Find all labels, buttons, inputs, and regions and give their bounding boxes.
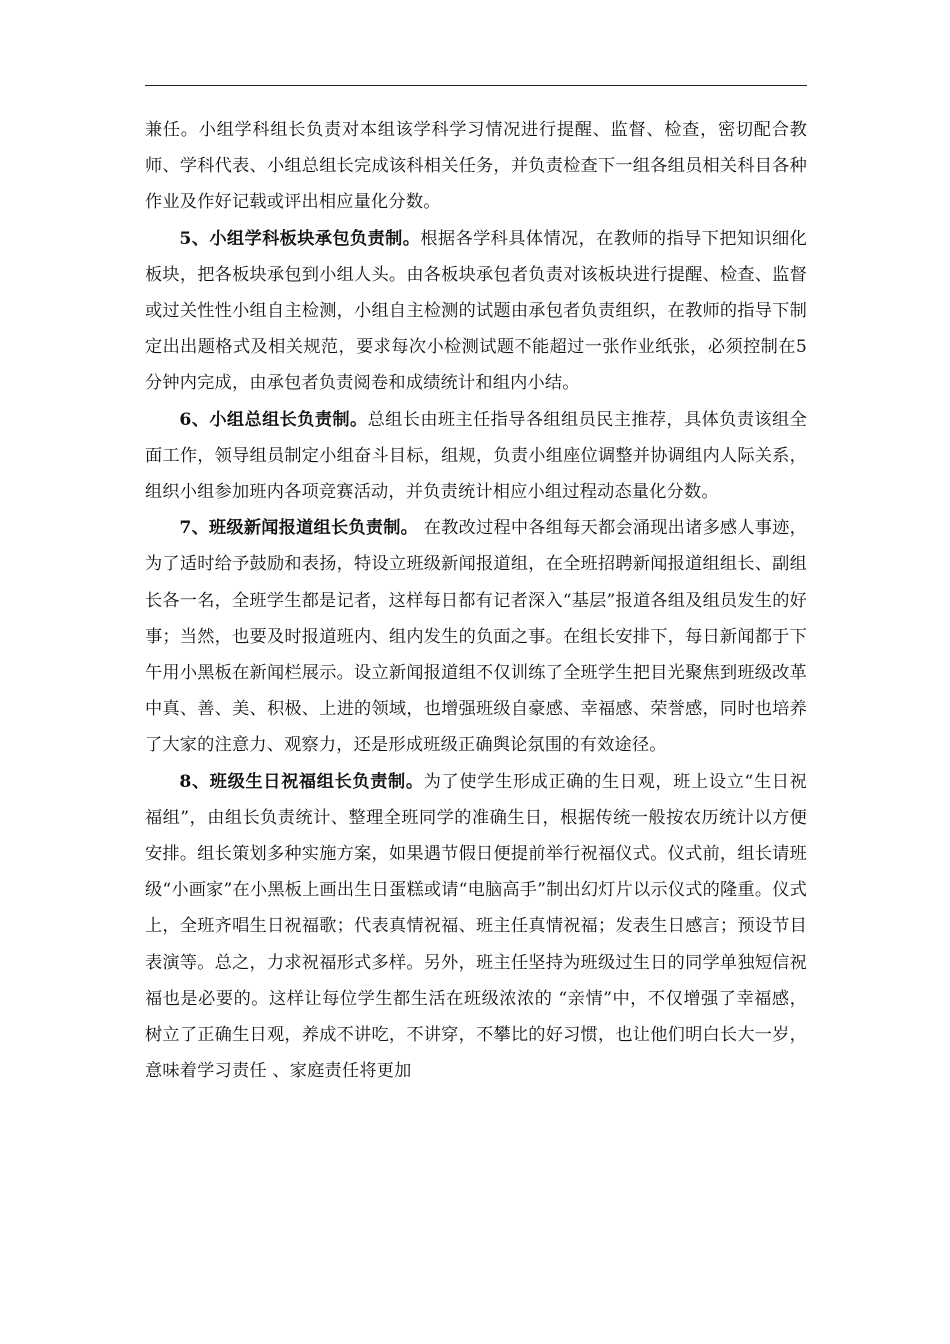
paragraph-heading: 5、小组学科板块承包负责制。 bbox=[179, 228, 421, 249]
paragraph-heading: 8、班级生日祝福组长负责制。 bbox=[179, 771, 424, 792]
paragraph-text: 为了使学生形成正确的生日观，班上设立“生日祝福组”，由组长负责统计、整理全班同学的准确生日，根据传统一般按农历统计以方便安排。组长策划多种实施方案，如果遇节假日便提前举行祝福仪式。仪式前，组长请班级“小画家”在小黑板上画出生日蛋糕或请“电脑高手”制出幻灯片以示仪式的隆重。仪式上，全班齐唱生日祝福歌；代表真情祝福、班主任真情祝福；发表生日感言；预设节目表演等。总之，力求祝福形式多样。另外，班主任坚持为班级过生日的同学单独短信祝福也是必要的。这样让每位学生都生活在班级浓浓的 “亲情”中，不仅增强了幸福感，树立了正确生日观，养成不讲吃，不讲穿，不攀比的好习惯，也让他们明白长大一岁，意味着学习责任 、家庭责任将更加 bbox=[145, 771, 807, 1082]
paragraph-continuation bbox=[145, 112, 807, 221]
header-rule bbox=[145, 85, 807, 86]
paragraph-text: 总组长由班主任指导各组组员民主推荐，具体负责该组全面工作，领导组员制定小组奋斗目标，组规，负责小组座位调整并协调组内人际关系，组织小组参加班内各项竞赛活动，并负责统计相应小组过程动态量化分数。 bbox=[145, 409, 807, 503]
paragraph-6 bbox=[145, 402, 807, 511]
paragraph-heading: 7、班级新闻报道组长负责制。 bbox=[179, 518, 419, 539]
paragraph-heading: 6、小组总组长负责制。 bbox=[179, 409, 368, 430]
paragraph-text: 在教改过程中各组每天都会涌现出诸多感人事迹，为了适时给予鼓励和表扬，特设立班级新闻报道组，在全班招聘新闻报道组组长、副组长各一名，全班学生都是记者，这样每日都有记者深入“基层”报道各组及组员发生的好事；当然，也要及时报道班内、组内发生的负面之事。在组长安排下，每日新闻都于下午用小黑板在新闻栏展示。设立新闻报道组不仅训练了全班学生把目光聚焦到班级改革中真、善、美、积极、上进的领域，也增强班级自豪感、幸福感、荣誉感，同时也培养了大家的注意力、观察力，还是形成班级正确舆论氛围的有效途径。 bbox=[145, 518, 807, 756]
paragraph-5 bbox=[145, 221, 807, 402]
paragraph-text: 根据各学科具体情况，在教师的指导下把知识细化板块，把各板块承包到小组人头。由各板块承包者负责对该板块进行提醒、检查、监督或过关性性小组自主检测，小组自主检测的试题由承包者负责组织，在教师的指导下制定出出题格式及相关规范，要求每次小检测试题不能超过一张作业纸张，必须控制在5分钟内完成，由承包者负责阅卷和成绩统计和组内小结。 bbox=[145, 228, 807, 394]
paragraph-text: 兼任。小组学科组长负责对本组该学科学习情况进行提醒、监督、检查，密切配合教师、学科代表、小组总组长完成该科相关任务，并负责检查下一组各组员相关科目各种作业及作好记载或评出相应量化分数。 bbox=[145, 120, 807, 213]
paragraph-8 bbox=[145, 764, 807, 1090]
document-body bbox=[145, 112, 807, 1089]
paragraph-7 bbox=[145, 510, 807, 763]
